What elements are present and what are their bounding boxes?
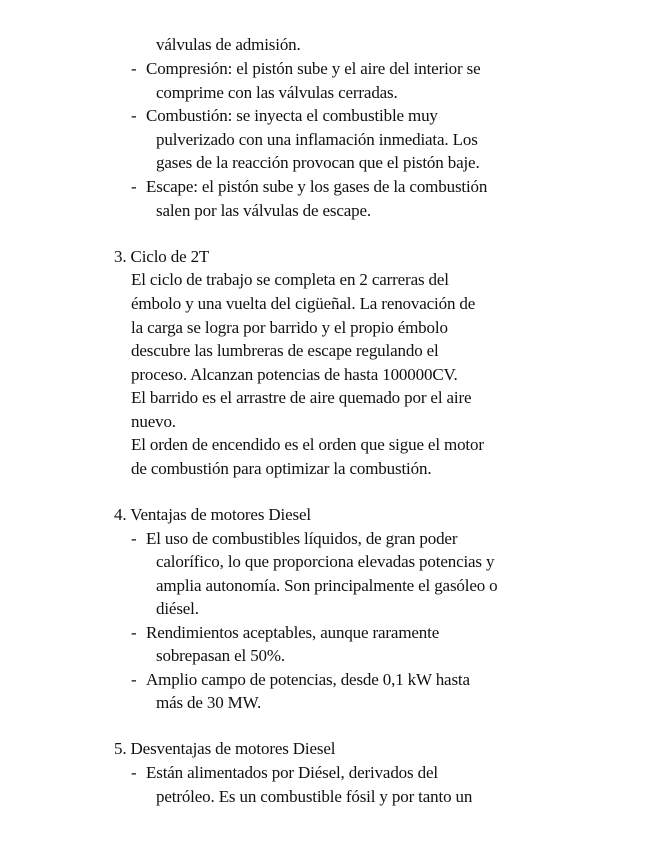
paragraph-line: El ciclo de trabajo se completa en 2 carreras del xyxy=(131,270,449,289)
paragraph-line: El barrido es el arrastre de aire quemado por el aire xyxy=(131,388,472,407)
paragraph-line: émbolo y una vuelta del cigüeñal. La renovación de xyxy=(131,294,476,313)
paragraph-line: de combustión para optimizar la combustión. xyxy=(131,459,432,478)
paragraph-line: El orden de encendido es el orden que sigue el motor xyxy=(131,435,484,454)
bullet-line: sobrepasan el 50%. xyxy=(156,646,286,665)
section-heading: 4. Ventajas de motores Diesel xyxy=(114,505,311,524)
bullet-line: calorífico, lo que proporciona elevadas potencias y xyxy=(156,552,495,571)
bullet-line: Amplio campo de potencias, desde 0,1 kW hasta xyxy=(146,670,470,689)
bullet-line: diésel. xyxy=(156,599,199,618)
paragraph-line: la carga se logra por barrido y el propio émbolo xyxy=(131,318,448,337)
bullet-escape-line: salen por las válvulas de escape. xyxy=(156,201,372,220)
bullet-dash: - xyxy=(131,106,137,125)
bullet-dash: - xyxy=(131,763,137,782)
paragraph-line: descubre las lumbreras de escape regulando el xyxy=(131,341,439,360)
bullet-line: petróleo. Es un combustible fósil y por tanto un xyxy=(156,787,473,806)
intro-continuation: válvulas de admisión. xyxy=(156,35,301,54)
bullet-line: Rendimientos aceptables, aunque raramente xyxy=(146,623,440,642)
bullet-line: más de 30 MW. xyxy=(156,693,262,712)
section-heading: 3. Ciclo de 2T xyxy=(114,247,210,266)
bullet-dash: - xyxy=(131,59,137,78)
section-heading: 5. Desventajas de motores Diesel xyxy=(114,739,336,758)
paragraph-line: nuevo. xyxy=(131,412,176,431)
bullet-dash: - xyxy=(131,670,137,689)
bullet-dash: - xyxy=(131,529,137,548)
bullet-combustion-line: Combustión: se inyecta el combustible muy xyxy=(146,106,438,125)
bullet-dash: - xyxy=(131,177,137,196)
bullet-compresion-line: Compresión: el pistón sube y el aire del interior se xyxy=(146,59,481,78)
paragraph-line: proceso. Alcanzan potencias de hasta 100000CV. xyxy=(131,365,458,384)
bullet-combustion-line: pulverizado con una inflamación inmediata. Los xyxy=(156,130,478,149)
bullet-line: Están alimentados por Diésel, derivados del xyxy=(146,763,438,782)
bullet-line: amplia autonomía. Son principalmente el gasóleo o xyxy=(156,576,498,595)
bullet-compresion-line: comprime con las válvulas cerradas. xyxy=(156,83,398,102)
bullet-line: El uso de combustibles líquidos, de gran poder xyxy=(146,529,458,548)
bullet-combustion-line: gases de la reacción provocan que el pistón baje. xyxy=(156,153,480,172)
bullet-escape-line: Escape: el pistón sube y los gases de la combustión xyxy=(146,177,488,196)
bullet-dash: - xyxy=(131,623,137,642)
